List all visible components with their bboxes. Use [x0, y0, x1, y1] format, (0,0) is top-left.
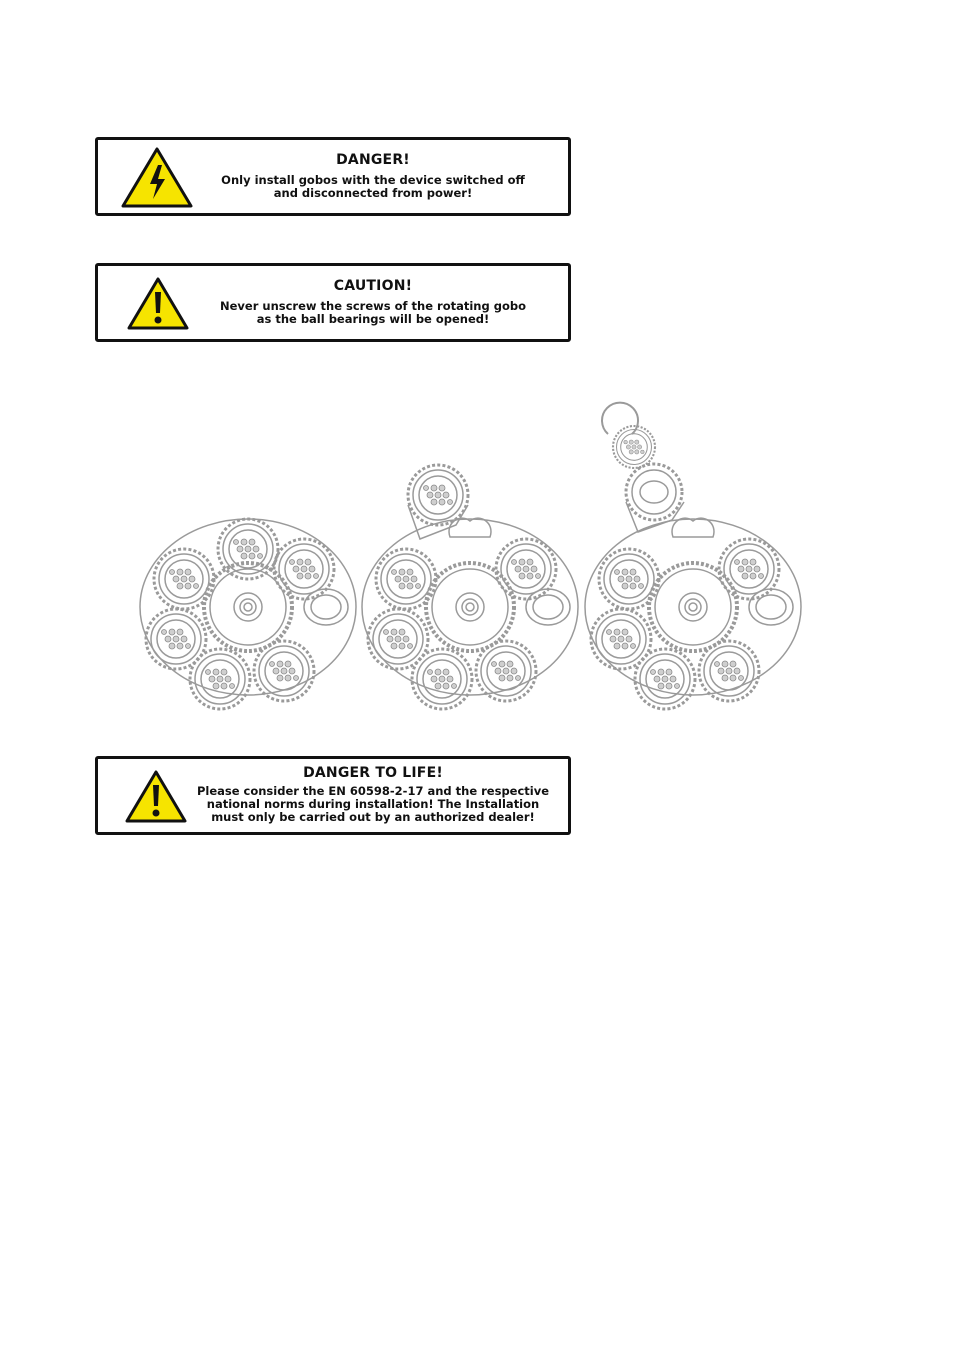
warning-line: as the ball bearings will be opened!	[256, 312, 490, 326]
warning-title: CAUTION!	[333, 278, 413, 294]
warning-line: and disconnected from power!	[273, 186, 473, 200]
wheel-step-3	[585, 518, 801, 709]
danger-to-life-warning-box	[95, 756, 571, 835]
caution-warning-box	[95, 263, 571, 342]
warning-line: must only be carried out by an authorized dealer!	[211, 810, 535, 824]
wheel-step-1	[140, 519, 356, 709]
warning-line: national norms during installation! The Installation	[206, 797, 540, 811]
warning-title: DANGER TO LIFE!	[303, 765, 443, 781]
wheel-step-2	[362, 518, 578, 709]
gobo-wheel-illustration	[138, 395, 804, 720]
warning-line: Only install gobos with the device switched off	[221, 173, 525, 187]
warning-title: DANGER!	[336, 152, 410, 168]
exclamation-warning-icon	[126, 276, 190, 332]
danger-warning-box	[95, 137, 571, 216]
warning-line: Never unscrew the screws of the rotating gobo	[220, 299, 526, 313]
exclamation-warning-icon	[124, 769, 188, 825]
high-voltage-icon	[120, 146, 194, 210]
warning-line: Please consider the EN 60598-2-17 and the respective	[196, 784, 550, 798]
lifted-gobo	[408, 465, 468, 539]
